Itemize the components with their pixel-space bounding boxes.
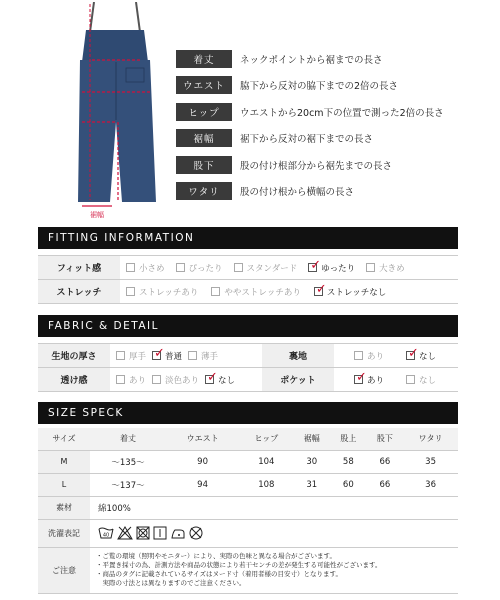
size-col-header: ウエスト <box>166 428 239 450</box>
checkmark-icon: ✓ <box>310 258 322 273</box>
checkbox-icon <box>234 263 243 272</box>
checkbox-icon <box>116 375 125 384</box>
size-cell: 35 <box>403 450 458 473</box>
checkbox-icon <box>205 370 218 385</box>
option-unselected <box>234 262 298 274</box>
option-selected <box>314 282 387 298</box>
size-cell: 58 <box>330 450 367 473</box>
measurement-list <box>176 50 496 208</box>
fitting-row-fit <box>38 256 458 280</box>
option-group <box>120 256 458 279</box>
size-cell: M <box>38 450 90 473</box>
checkbox-icon <box>126 263 135 272</box>
checkbox-icon <box>406 375 415 384</box>
measure-row <box>176 76 496 94</box>
checkbox-icon <box>354 370 367 385</box>
iron-low-icon <box>170 526 186 540</box>
size-cell: 30 <box>293 450 330 473</box>
option-label: ややストレッチあり <box>224 287 301 298</box>
material-row <box>38 496 458 519</box>
size-cell: 36 <box>403 473 458 496</box>
care-row <box>38 519 458 547</box>
note-label: ご注意 <box>38 547 90 593</box>
option-group <box>110 344 262 367</box>
measure-row <box>176 182 496 200</box>
note-line: 実際の寸法とは異なりますのでご注意ください。 <box>96 579 246 587</box>
option-selected <box>152 346 183 362</box>
option-unselected <box>188 350 218 362</box>
option-label: ストレッチなし <box>326 287 387 298</box>
size-cell: 94 <box>166 473 239 496</box>
measure-row <box>176 50 496 68</box>
row-label: 裏地 <box>262 344 334 367</box>
checkbox-icon <box>116 351 125 360</box>
option-selected <box>406 346 436 362</box>
no-tumble-dry-icon <box>136 526 150 540</box>
fitting-section-header: FITTING INFORMATION <box>38 227 458 249</box>
option-label: ゆったり <box>321 263 356 274</box>
material-value: 綿100% <box>90 496 458 519</box>
measure-label: 着丈 <box>176 50 232 68</box>
fabric-row <box>38 344 458 368</box>
size-col-header: ヒップ <box>239 428 293 450</box>
option-label: ぴったり <box>188 263 223 274</box>
option-selected <box>205 370 236 386</box>
checkbox-icon <box>126 287 135 296</box>
no-bleach-icon <box>117 526 133 540</box>
measure-label: 股下 <box>176 156 232 174</box>
checkmark-icon: ✓ <box>407 346 419 361</box>
note-line: ・平置き採寸の為、計測方法や商品の状態により若干センチの差が発生する可能性がございます。 <box>96 561 382 569</box>
size-cell: L <box>38 473 90 496</box>
option-label: ストレッチあり <box>139 287 199 298</box>
option-group <box>334 368 458 391</box>
size-cell: 66 <box>367 450 404 473</box>
option-label: なし <box>218 375 236 386</box>
care-label: 洗濯表記 <box>38 519 90 547</box>
measure-desc: 股の付け根部分から裾先までの長さ <box>240 160 393 172</box>
checkbox-icon <box>176 263 185 272</box>
option-label: 大きめ <box>379 263 405 274</box>
row-label: フィット感 <box>38 256 120 279</box>
option-unselected <box>354 350 384 362</box>
measurement-area <box>0 0 500 222</box>
size-cell: 66 <box>367 473 404 496</box>
measure-label: ヒップ <box>176 103 232 121</box>
option-label: 普通 <box>165 351 183 362</box>
option-group <box>120 280 458 303</box>
fabric-section-header: FABRIC & DETAIL <box>38 315 458 337</box>
checkbox-icon <box>188 351 197 360</box>
size-col-header: 股上 <box>330 428 367 450</box>
note-line: ・商品のタグに記載されているサイズはヌード寸（着用者様の目安寸）となります。 <box>96 570 342 578</box>
option-unselected <box>152 374 199 386</box>
row-label: 透け感 <box>38 368 110 391</box>
checkbox-icon <box>406 346 419 361</box>
size-col-header: 着丈 <box>90 428 166 450</box>
checkbox-icon <box>308 258 322 273</box>
option-unselected <box>116 350 146 362</box>
checkmark-icon: ✓ <box>355 370 367 385</box>
fitting-table <box>38 255 458 304</box>
size-col-header: 裾幅 <box>293 428 330 450</box>
option-label: 淡色あり <box>165 375 200 386</box>
option-unselected <box>366 262 405 274</box>
size-section-header: SIZE SPECK <box>38 402 458 424</box>
size-col-header: 股下 <box>367 428 404 450</box>
option-label: 小さめ <box>139 263 165 274</box>
size-header-row <box>38 428 458 450</box>
option-label: あり <box>366 375 384 386</box>
size-cell: 104 <box>239 450 293 473</box>
checkbox-icon <box>366 263 375 272</box>
measure-label: 裾幅 <box>176 129 232 147</box>
option-group <box>334 344 458 367</box>
option-selected <box>354 370 384 386</box>
measure-label: ウエスト <box>176 76 232 94</box>
option-label: なし <box>418 351 436 362</box>
row-label: ストレッチ <box>38 280 120 303</box>
checkbox-icon <box>152 346 165 361</box>
option-label: 厚手 <box>128 351 146 362</box>
checkbox-icon <box>152 375 161 384</box>
checkmark-icon: ✓ <box>154 346 165 361</box>
fitting-row-stretch <box>38 280 458 304</box>
material-label: 素材 <box>38 496 90 519</box>
option-label: 薄手 <box>201 351 219 362</box>
option-label: なし <box>418 375 436 386</box>
option-unselected <box>116 374 146 386</box>
measure-desc: 脇下から反対の脇下までの2倍の長さ <box>240 81 399 93</box>
note-text <box>90 547 458 593</box>
row-label: ポケット <box>262 368 334 391</box>
size-cell: 108 <box>239 473 293 496</box>
option-label: あり <box>366 351 384 362</box>
checkmark-icon: ✓ <box>207 370 218 385</box>
option-group <box>110 368 262 391</box>
size-row <box>38 450 458 473</box>
option-unselected <box>126 262 165 274</box>
checkbox-icon <box>354 351 363 360</box>
size-row <box>38 473 458 496</box>
overall-photo <box>70 2 170 220</box>
checkbox-icon <box>314 282 327 297</box>
option-label: あり <box>128 375 146 386</box>
size-col-header: ワタリ <box>403 428 458 450</box>
size-col-header: サイズ <box>38 428 90 450</box>
size-cell: 31 <box>293 473 330 496</box>
size-cell: 60 <box>330 473 367 496</box>
image-label: 裾幅 <box>90 211 104 219</box>
measure-label: ワタリ <box>176 182 232 200</box>
fabric-row <box>38 368 458 392</box>
row-label: 生地の厚さ <box>38 344 110 367</box>
note-line: ・ご覧の環境（照明やモニター）により、実際の色味と異なる場合がございます。 <box>96 552 336 560</box>
option-selected <box>308 258 356 274</box>
option-unselected <box>211 286 300 298</box>
fabric-table <box>38 343 458 392</box>
wash-40-icon <box>98 526 114 540</box>
checkmark-icon: ✓ <box>315 282 327 297</box>
measure-row <box>176 103 496 121</box>
line-dry-icon <box>153 526 167 540</box>
checkbox-icon <box>211 287 220 296</box>
measure-row <box>176 156 496 174</box>
measure-row <box>176 129 496 147</box>
option-unselected <box>406 374 436 386</box>
measure-desc: 裾下から反対の裾下までの長さ <box>240 134 374 146</box>
option-unselected <box>126 286 198 298</box>
measure-desc: ネックポイントから裾までの長さ <box>240 55 383 66</box>
option-unselected <box>176 262 223 274</box>
note-row <box>38 547 458 593</box>
wash-temp: 40 <box>102 532 110 539</box>
size-table <box>38 428 458 594</box>
option-label: スタンダード <box>246 263 298 274</box>
size-cell: 〜135〜 <box>90 450 166 473</box>
no-dry-clean-icon <box>189 526 203 540</box>
size-cell: 90 <box>166 450 239 473</box>
measure-desc: ウエストから20cm下の位置で測った2倍の長さ <box>240 107 444 119</box>
measure-desc: 股の付け根から横幅の長さ <box>240 186 355 198</box>
size-cell: 〜137〜 <box>90 473 166 496</box>
care-cell <box>90 519 458 547</box>
